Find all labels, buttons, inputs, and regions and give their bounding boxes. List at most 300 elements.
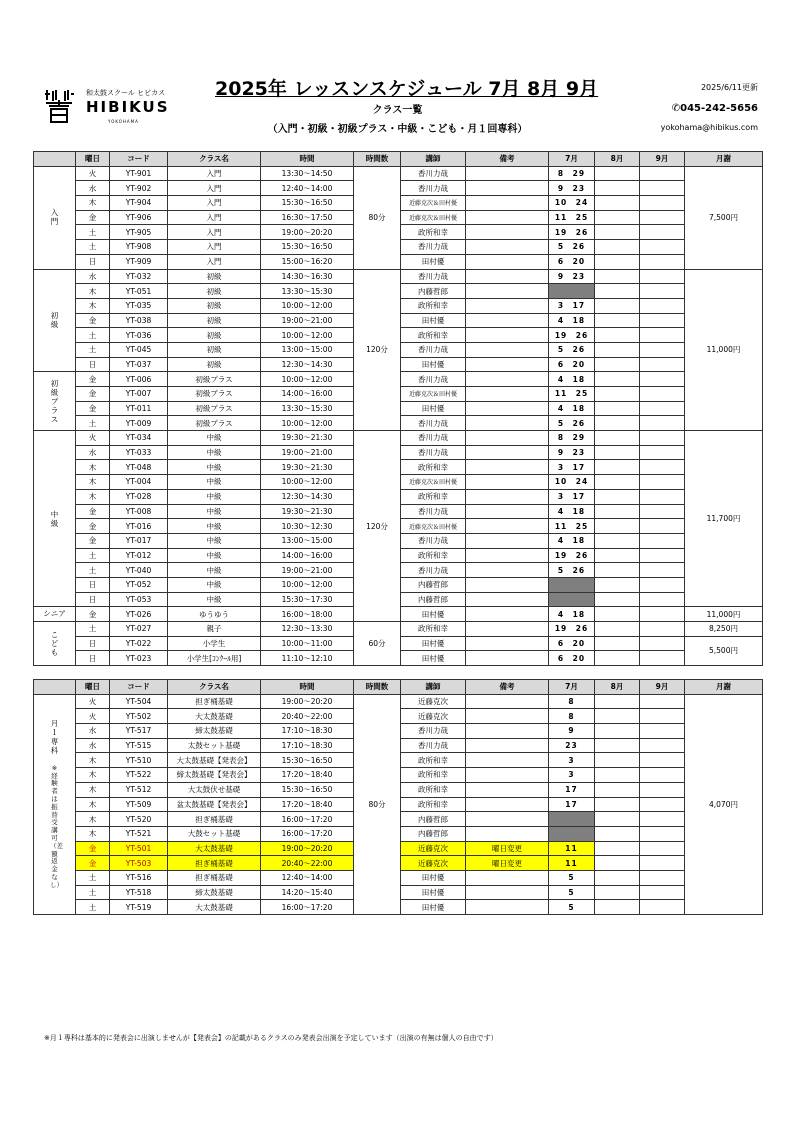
teacher-cell: 近藤克次 <box>401 841 466 856</box>
september-dates-cell <box>640 709 685 724</box>
day-cell: 木 <box>76 489 110 504</box>
teacher-cell: 田村優 <box>401 636 466 651</box>
teacher-cell: 香川力哉 <box>401 504 466 519</box>
note-cell <box>466 387 549 402</box>
teacher-cell: 田村優 <box>401 607 466 622</box>
class-name-cell: 中級 <box>168 489 261 504</box>
hibiki-kanji-logo-icon <box>44 88 74 124</box>
teacher-cell: 田村優 <box>401 254 466 269</box>
august-dates-cell <box>595 357 640 372</box>
class-name-cell: 締太鼓基礎 <box>168 724 261 739</box>
teacher-cell: 香川力哉 <box>401 372 466 387</box>
group-label <box>34 269 76 372</box>
code-cell: YT-023 <box>110 651 168 666</box>
day-cell: 水 <box>76 724 110 739</box>
note-cell <box>466 870 549 885</box>
day-cell: 金 <box>76 519 110 534</box>
code-cell: YT-040 <box>110 563 168 578</box>
day-cell: 金 <box>76 841 110 856</box>
teacher-cell: 香川力哉 <box>401 738 466 753</box>
column-header: 7月 <box>549 680 595 695</box>
august-dates-cell <box>595 298 640 313</box>
august-dates-cell <box>595 475 640 490</box>
teacher-cell: 近藤克次 <box>401 709 466 724</box>
july-dates-cell: 19 26 <box>549 225 595 240</box>
july-dates-cell: 3 17 <box>549 489 595 504</box>
note-cell <box>466 812 549 827</box>
code-cell: YT-504 <box>110 694 168 709</box>
september-dates-cell <box>640 401 685 416</box>
july-dates-cell: 4 18 <box>549 607 595 622</box>
day-cell: 土 <box>76 225 110 240</box>
september-dates-cell <box>640 812 685 827</box>
note-cell <box>466 284 549 299</box>
column-header: 月謝 <box>685 152 763 167</box>
code-cell: YT-902 <box>110 181 168 196</box>
august-dates-cell <box>595 694 640 709</box>
class-name-cell: 担ぎ桶基礎 <box>168 856 261 871</box>
time-cell: 16:00～17:20 <box>261 812 354 827</box>
class-name-cell: 中級 <box>168 548 261 563</box>
note-cell <box>466 694 549 709</box>
july-dates-cell: 5 <box>549 870 595 885</box>
note-cell <box>466 607 549 622</box>
code-cell: YT-048 <box>110 460 168 475</box>
july-dates-cell: 4 18 <box>549 533 595 548</box>
group-label-text: 初級プラス <box>50 378 59 424</box>
class-name-cell: 中級 <box>168 431 261 446</box>
code-cell: YT-022 <box>110 636 168 651</box>
footnote: ※月１専科は基本的に発表会に出演しませんが【発表会】の記載があるクラスのみ発表会出演を予定しています（出演の有無は個人の自由です） <box>44 1034 498 1042</box>
class-name-cell: 中級 <box>168 592 261 607</box>
updated-date: 2025/6/11更新 <box>700 83 758 92</box>
note-cell <box>466 900 549 915</box>
code-cell: YT-035 <box>110 298 168 313</box>
group-label-text: 入門 <box>50 208 59 227</box>
september-dates-cell <box>640 328 685 343</box>
code-cell: YT-502 <box>110 709 168 724</box>
code-cell: YT-509 <box>110 797 168 812</box>
code-cell: YT-032 <box>110 269 168 284</box>
july-dates-cell <box>549 592 595 607</box>
page-subtitle-classes: （入門・初級・初級プラス・中級・こども・月１回専科） <box>267 124 528 135</box>
september-dates-cell <box>640 489 685 504</box>
class-name-cell: 中級 <box>168 504 261 519</box>
note-cell <box>466 548 549 563</box>
column-header: クラス名 <box>168 152 261 167</box>
note-cell <box>466 724 549 739</box>
july-dates-cell: 23 <box>549 738 595 753</box>
column-header: コード <box>110 680 168 695</box>
time-cell: 19:00～21:00 <box>261 563 354 578</box>
code-cell: YT-052 <box>110 577 168 592</box>
july-dates-cell: 4 18 <box>549 313 595 328</box>
class-name-cell: ゆうゆう <box>168 607 261 622</box>
time-cell: 16:30～17:50 <box>261 210 354 225</box>
day-cell: 火 <box>76 694 110 709</box>
table-row <box>34 166 763 181</box>
august-dates-cell <box>595 548 640 563</box>
august-dates-cell <box>595 592 640 607</box>
day-cell: 日 <box>76 357 110 372</box>
july-dates-cell: 10 24 <box>549 196 595 211</box>
code-cell: YT-512 <box>110 782 168 797</box>
august-dates-cell <box>595 709 640 724</box>
september-dates-cell <box>640 225 685 240</box>
time-cell: 10:00～12:00 <box>261 416 354 431</box>
day-cell: 土 <box>76 563 110 578</box>
september-dates-cell <box>640 166 685 181</box>
september-dates-cell <box>640 196 685 211</box>
column-header: クラス名 <box>168 680 261 695</box>
september-dates-cell <box>640 782 685 797</box>
column-header: 8月 <box>595 680 640 695</box>
code-cell: YT-515 <box>110 738 168 753</box>
code-cell: YT-011 <box>110 401 168 416</box>
august-dates-cell <box>595 342 640 357</box>
teacher-cell: 香川力哉 <box>401 166 466 181</box>
time-cell: 10:00～11:00 <box>261 636 354 651</box>
note-cell <box>466 651 549 666</box>
group-label <box>34 166 76 269</box>
note-cell: 曜日変更 <box>466 856 549 871</box>
august-dates-cell <box>595 431 640 446</box>
time-cell: 13:00～15:00 <box>261 342 354 357</box>
column-header: 曜日 <box>76 680 110 695</box>
column-header: 曜日 <box>76 152 110 167</box>
august-dates-cell <box>595 181 640 196</box>
september-dates-cell <box>640 357 685 372</box>
group-label-text: こども <box>50 629 59 657</box>
code-cell: YT-901 <box>110 166 168 181</box>
july-dates-cell: 8 <box>549 709 595 724</box>
teacher-cell: 香川力哉 <box>401 563 466 578</box>
teacher-cell: 政所和幸 <box>401 298 466 313</box>
july-dates-cell: 19 26 <box>549 548 595 563</box>
time-cell: 12:40～14:00 <box>261 870 354 885</box>
august-dates-cell <box>595 607 640 622</box>
note-cell <box>466 166 549 181</box>
note-cell <box>466 401 549 416</box>
august-dates-cell <box>595 328 640 343</box>
july-dates-cell: 5 26 <box>549 416 595 431</box>
class-name-cell: 入門 <box>168 181 261 196</box>
time-cell: 10:00～12:00 <box>261 577 354 592</box>
september-dates-cell <box>640 622 685 637</box>
class-name-cell: 入門 <box>168 166 261 181</box>
september-dates-cell <box>640 577 685 592</box>
time-cell: 20:40～22:00 <box>261 856 354 871</box>
september-dates-cell <box>640 768 685 783</box>
column-header: 月謝 <box>685 680 763 695</box>
column-header: 時間 <box>261 680 354 695</box>
august-dates-cell <box>595 533 640 548</box>
september-dates-cell <box>640 181 685 196</box>
note-cell <box>466 738 549 753</box>
note-cell <box>466 416 549 431</box>
code-cell: YT-518 <box>110 885 168 900</box>
september-dates-cell <box>640 797 685 812</box>
day-cell: 金 <box>76 372 110 387</box>
class-name-cell: 盆太鼓基礎【発表会】 <box>168 797 261 812</box>
time-cell: 13:00～15:00 <box>261 533 354 548</box>
note-cell <box>466 563 549 578</box>
class-name-cell: 入門 <box>168 254 261 269</box>
teacher-cell: 政所和幸 <box>401 328 466 343</box>
note-cell <box>466 797 549 812</box>
class-name-cell: 初級プラス <box>168 387 261 402</box>
class-name-cell: 中級 <box>168 533 261 548</box>
teacher-cell: 田村優 <box>401 885 466 900</box>
code-cell: YT-503 <box>110 856 168 871</box>
class-name-cell: 太鼓セット基礎 <box>168 738 261 753</box>
teacher-cell: 内藤哲郎 <box>401 284 466 299</box>
column-header <box>34 680 76 695</box>
teacher-cell: 田村優 <box>401 651 466 666</box>
column-header: 9月 <box>640 680 685 695</box>
day-cell: 土 <box>76 622 110 637</box>
teacher-cell: 近藤克次＆田村優 <box>401 475 466 490</box>
september-dates-cell <box>640 298 685 313</box>
time-cell: 19:30～21:30 <box>261 431 354 446</box>
code-cell: YT-904 <box>110 196 168 211</box>
class-name-cell: 初級 <box>168 298 261 313</box>
duration-cell: 80分 <box>354 694 401 914</box>
group-label <box>34 607 76 622</box>
july-dates-cell: 8 <box>549 694 595 709</box>
september-dates-cell <box>640 372 685 387</box>
note-cell <box>466 533 549 548</box>
day-cell: 日 <box>76 254 110 269</box>
august-dates-cell <box>595 445 640 460</box>
note-cell <box>466 475 549 490</box>
august-dates-cell <box>595 416 640 431</box>
day-cell: 金 <box>76 607 110 622</box>
day-cell: 金 <box>76 401 110 416</box>
time-cell: 14:20～15:40 <box>261 885 354 900</box>
july-dates-cell: 3 17 <box>549 460 595 475</box>
august-dates-cell <box>595 870 640 885</box>
time-cell: 17:20～18:40 <box>261 768 354 783</box>
table-row <box>34 622 763 637</box>
note-cell <box>466 489 549 504</box>
august-dates-cell <box>595 636 640 651</box>
teacher-cell: 香川力哉 <box>401 445 466 460</box>
note-cell <box>466 372 549 387</box>
teacher-cell: 政所和幸 <box>401 622 466 637</box>
code-cell: YT-036 <box>110 328 168 343</box>
august-dates-cell <box>595 753 640 768</box>
september-dates-cell <box>640 269 685 284</box>
code-cell: YT-016 <box>110 519 168 534</box>
july-dates-cell: 9 <box>549 724 595 739</box>
teacher-cell: 政所和幸 <box>401 548 466 563</box>
class-name-cell: 入門 <box>168 210 261 225</box>
class-name-cell: 大太鼓基礎 <box>168 841 261 856</box>
day-cell: 水 <box>76 445 110 460</box>
code-cell: YT-027 <box>110 622 168 637</box>
august-dates-cell <box>595 210 640 225</box>
august-dates-cell <box>595 519 640 534</box>
time-cell: 19:00～21:00 <box>261 445 354 460</box>
monthly-fee-cell: 4,070円 <box>685 694 763 914</box>
august-dates-cell <box>595 782 640 797</box>
class-name-cell: 中級 <box>168 475 261 490</box>
column-header: 備考 <box>466 152 549 167</box>
group-label <box>34 694 76 914</box>
july-dates-cell: 9 23 <box>549 181 595 196</box>
july-dates-cell: 9 23 <box>549 445 595 460</box>
note-cell <box>466 577 549 592</box>
email-address[interactable]: yokohama@hibikus.com <box>660 123 758 132</box>
teacher-cell: 田村優 <box>401 401 466 416</box>
page-subtitle: クラス一覧 <box>372 105 423 116</box>
july-dates-cell: 4 18 <box>549 372 595 387</box>
class-name-cell: 入門 <box>168 225 261 240</box>
july-dates-cell: 3 17 <box>549 298 595 313</box>
code-cell: YT-017 <box>110 533 168 548</box>
august-dates-cell <box>595 622 640 637</box>
duration-cell: 120分 <box>354 431 401 622</box>
september-dates-cell <box>640 724 685 739</box>
note-cell <box>466 782 549 797</box>
september-dates-cell <box>640 651 685 666</box>
class-name-cell: 大太鼓伏せ基礎 <box>168 782 261 797</box>
class-name-cell: 担ぎ桶基礎 <box>168 812 261 827</box>
day-cell: 木 <box>76 298 110 313</box>
day-cell: 火 <box>76 166 110 181</box>
time-cell: 12:30～14:30 <box>261 357 354 372</box>
day-cell: 木 <box>76 797 110 812</box>
code-cell: YT-906 <box>110 210 168 225</box>
class-name-cell: 初級 <box>168 342 261 357</box>
time-cell: 19:00～20:20 <box>261 225 354 240</box>
teacher-cell: 内藤哲郎 <box>401 812 466 827</box>
logo-city-text: YOKOHAMA <box>108 119 139 124</box>
august-dates-cell <box>595 900 640 915</box>
august-dates-cell <box>595 826 640 841</box>
teacher-cell: 田村優 <box>401 313 466 328</box>
time-cell: 14:00～16:00 <box>261 548 354 563</box>
note-cell <box>466 460 549 475</box>
august-dates-cell <box>595 313 640 328</box>
teacher-cell: 田村優 <box>401 870 466 885</box>
column-header: 7月 <box>549 152 595 167</box>
august-dates-cell <box>595 797 640 812</box>
teacher-cell: 政所和幸 <box>401 460 466 475</box>
note-cell <box>466 885 549 900</box>
september-dates-cell <box>640 210 685 225</box>
note-cell <box>466 269 549 284</box>
teacher-cell: 香川力哉 <box>401 533 466 548</box>
time-cell: 19:00～20:20 <box>261 694 354 709</box>
group-label-text: 初級 <box>50 311 59 330</box>
teacher-cell: 近藤克次 <box>401 856 466 871</box>
july-dates-cell: 4 18 <box>549 401 595 416</box>
code-cell: YT-908 <box>110 240 168 255</box>
note-cell <box>466 225 549 240</box>
note-cell <box>466 519 549 534</box>
code-cell: YT-051 <box>110 284 168 299</box>
code-cell: YT-521 <box>110 826 168 841</box>
code-cell: YT-038 <box>110 313 168 328</box>
time-cell: 16:00～18:00 <box>261 607 354 622</box>
august-dates-cell <box>595 841 640 856</box>
august-dates-cell <box>595 460 640 475</box>
september-dates-cell <box>640 856 685 871</box>
regular-class-table <box>33 151 763 666</box>
july-dates-cell: 9 23 <box>549 269 595 284</box>
class-name-cell: 初級プラス <box>168 372 261 387</box>
class-name-cell: 初級プラス <box>168 416 261 431</box>
note-cell <box>466 196 549 211</box>
code-cell: YT-007 <box>110 387 168 402</box>
july-dates-cell: 11 <box>549 856 595 871</box>
teacher-cell: 田村優 <box>401 357 466 372</box>
phone-icon: ✆ <box>671 103 681 114</box>
august-dates-cell <box>595 225 640 240</box>
class-name-cell: 中級 <box>168 563 261 578</box>
column-header: 8月 <box>595 152 640 167</box>
note-cell <box>466 342 549 357</box>
time-cell: 16:00～17:20 <box>261 826 354 841</box>
column-header: コード <box>110 152 168 167</box>
july-dates-cell: 10 24 <box>549 475 595 490</box>
class-name-cell: 初級 <box>168 357 261 372</box>
time-cell: 15:30～16:50 <box>261 753 354 768</box>
day-cell: 日 <box>76 592 110 607</box>
code-cell: YT-519 <box>110 900 168 915</box>
duration-cell: 120分 <box>354 269 401 431</box>
day-cell: 金 <box>76 387 110 402</box>
code-cell: YT-905 <box>110 225 168 240</box>
july-dates-cell: 4 18 <box>549 504 595 519</box>
duration-cell: 80分 <box>354 166 401 269</box>
monthly-fee-cell: 8,250円 <box>685 622 763 637</box>
teacher-cell: 香川力哉 <box>401 724 466 739</box>
september-dates-cell <box>640 431 685 446</box>
july-dates-cell: 3 <box>549 753 595 768</box>
day-cell: 木 <box>76 753 110 768</box>
july-dates-cell: 11 25 <box>549 519 595 534</box>
day-cell: 火 <box>76 431 110 446</box>
teacher-cell: 内藤哲郎 <box>401 577 466 592</box>
september-dates-cell <box>640 841 685 856</box>
class-name-cell: 中級 <box>168 577 261 592</box>
july-dates-cell: 6 20 <box>549 357 595 372</box>
group-label-text: シニア <box>43 609 66 619</box>
note-cell <box>466 768 549 783</box>
class-name-cell: 締太鼓基礎 <box>168 885 261 900</box>
july-dates-cell: 5 26 <box>549 240 595 255</box>
time-cell: 17:10～18:30 <box>261 738 354 753</box>
group-note-text: ※経験者は振替受講可（差額返金なし） <box>50 763 63 889</box>
time-cell: 16:00～17:20 <box>261 900 354 915</box>
note-cell <box>466 181 549 196</box>
time-cell: 15:30～16:50 <box>261 782 354 797</box>
july-dates-cell: 19 26 <box>549 328 595 343</box>
day-cell: 日 <box>76 651 110 666</box>
class-name-cell: 初級プラス <box>168 401 261 416</box>
class-name-cell: 担ぎ桶基礎 <box>168 694 261 709</box>
code-cell: YT-006 <box>110 372 168 387</box>
note-cell <box>466 753 549 768</box>
class-name-cell: 大太鼓基礎【発表会】 <box>168 753 261 768</box>
august-dates-cell <box>595 489 640 504</box>
note-cell: 曜日変更 <box>466 841 549 856</box>
teacher-cell: 政所和幸 <box>401 753 466 768</box>
note-cell <box>466 445 549 460</box>
